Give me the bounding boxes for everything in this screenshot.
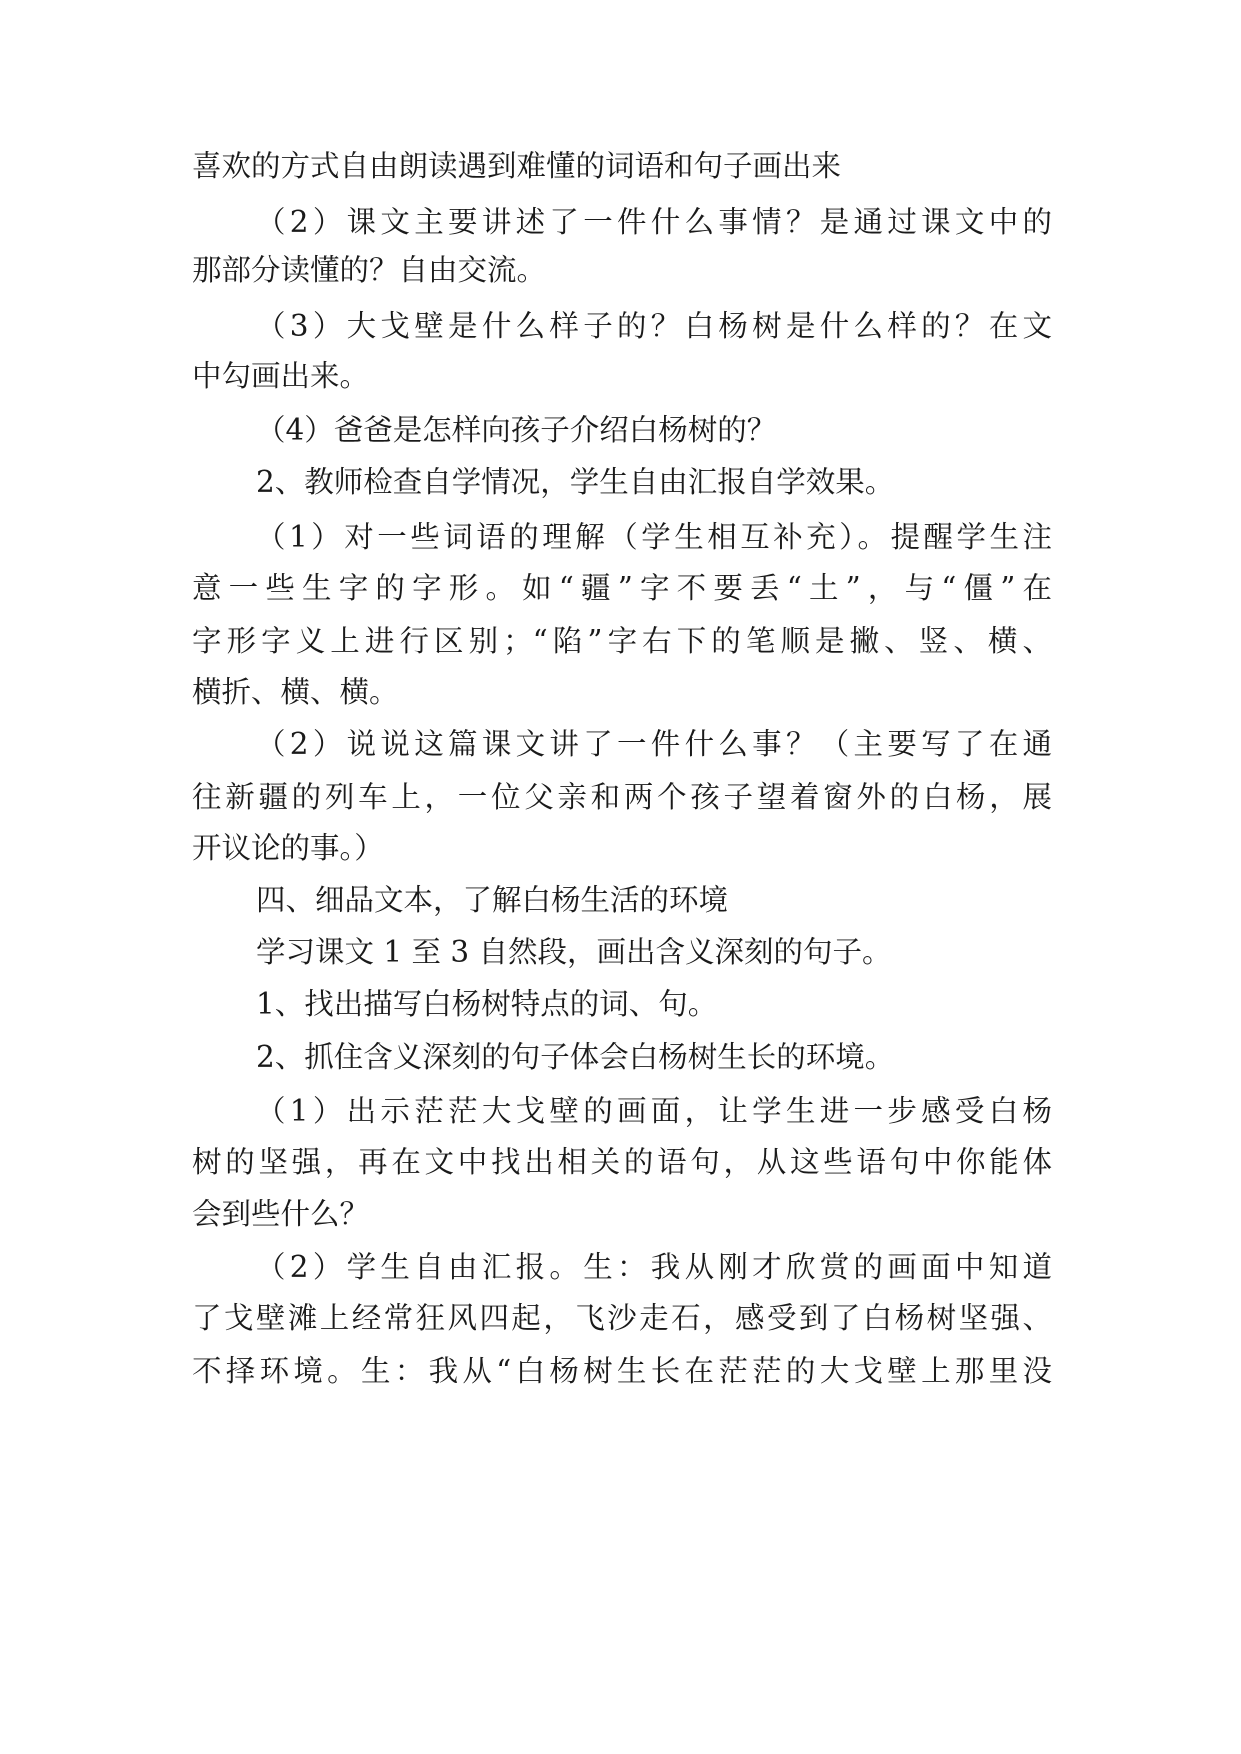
text-line: 中勾画出来。 [192,359,370,393]
text-line: （4）爸爸是怎样向孩子介绍白杨树的？ [256,413,777,447]
text-line: 树的坚强，再在文中找出相关的语句，从这些语句中你能体 [192,1145,1052,1179]
text-line: 了戈壁滩上经常狂风四起，飞沙走石，感受到了白杨树坚强、 [192,1301,1052,1335]
text-line: 四、细品文本，了解白杨生活的环境 [256,883,729,917]
text-line: （2）学生自由汇报。生：我从刚才欣赏的画面中知道 [256,1250,1052,1284]
text-line: 字形字义上进行区别；“陷”字右下的笔顺是撇、竖、横、 [192,624,1052,658]
text-line: 2、教师检查自学情况，学生自由汇报自学效果。 [256,465,895,499]
text-line: 往新疆的列车上，一位父亲和两个孩子望着窗外的白杨，展 [192,780,1052,814]
text-line: 1、找出描写白杨树特点的词、句。 [256,987,718,1021]
text-line: （2）课文主要讲述了一件什么事情？是通过课文中的 [256,205,1052,239]
text-line: 2、抓住含义深刻的句子体会白杨树生长的环境。 [256,1040,895,1074]
text-line: （3）大戈壁是什么样子的？白杨树是什么样的？在文 [256,309,1052,343]
text-line: 开议论的事。） [192,831,384,865]
text-line: 喜欢的方式自由朗读遇到难懂的词语和句子画出来 [192,149,842,183]
text-line: 学习课文 1 至 3 自然段，画出含义深刻的句子。 [256,935,892,969]
text-line: 横折、横、横。 [192,675,399,709]
text-line: （2）说说这篇课文讲了一件什么事？（主要写了在通 [256,727,1052,761]
text-line: 那部分读懂的？自由交流。 [192,253,547,287]
text-line: 不择环境。生：我从“白杨树生长在茫茫的大戈壁上那里没 [192,1354,1052,1388]
text-line: 会到些什么？ [192,1197,370,1231]
text-line: 意一些生字的字形。如“疆”字不要丢“土”，与“僵”在 [192,571,1052,605]
text-line: （1）出示茫茫大戈壁的画面，让学生进一步感受白杨 [256,1094,1052,1128]
text-line: （1）对一些词语的理解（学生相互补充）。提醒学生注 [256,520,1052,554]
